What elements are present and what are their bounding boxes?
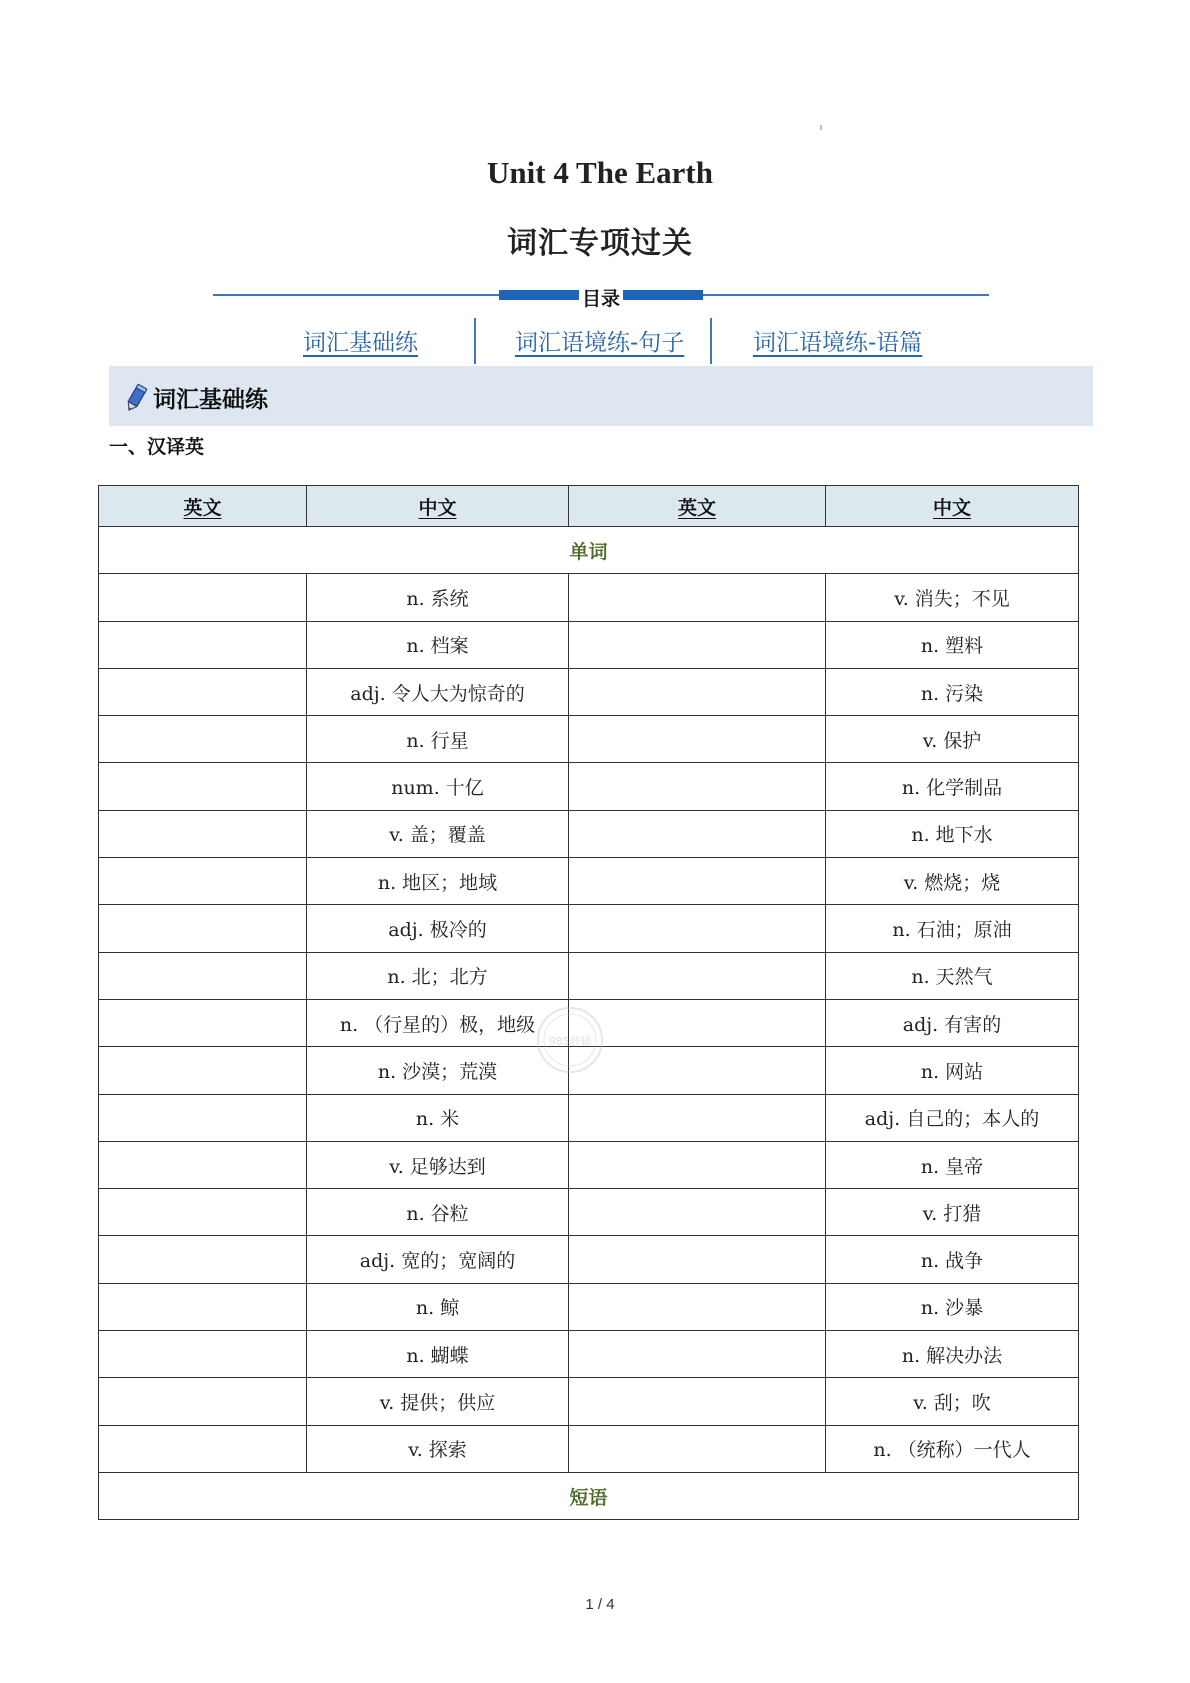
english-answer-cell[interactable]	[99, 999, 307, 1046]
table-row	[99, 905, 1079, 952]
header-chinese: 中文	[307, 486, 569, 527]
english-answer-cell[interactable]	[99, 1094, 307, 1141]
chinese-prompt-cell: n. 沙暴	[826, 1283, 1079, 1330]
english-answer-cell[interactable]	[569, 1094, 826, 1141]
chinese-prompt-cell: n. （行星的）极，地级	[307, 999, 569, 1046]
english-answer-cell[interactable]	[569, 905, 826, 952]
english-answer-cell[interactable]	[569, 810, 826, 857]
chinese-prompt-cell: n. 蝴蝶	[307, 1331, 569, 1378]
english-answer-cell[interactable]	[569, 858, 826, 905]
english-answer-cell[interactable]	[99, 574, 307, 621]
english-answer-cell[interactable]	[569, 1236, 826, 1283]
chinese-prompt-cell: n. （统称）一代人	[826, 1425, 1079, 1472]
english-answer-cell[interactable]	[569, 668, 826, 715]
chinese-prompt-cell: num. 十亿	[307, 763, 569, 810]
chinese-prompt-cell: v. 打猎	[826, 1189, 1079, 1236]
english-answer-cell[interactable]	[99, 1378, 307, 1425]
section-header	[109, 366, 1093, 426]
chinese-prompt-cell: n. 档案	[307, 621, 569, 668]
chinese-prompt-cell: n. 化学制品	[826, 763, 1079, 810]
english-answer-cell[interactable]	[99, 1236, 307, 1283]
header-mark	[820, 125, 822, 130]
section-title: 词汇基础练	[153, 387, 268, 413]
english-answer-cell[interactable]	[99, 1189, 307, 1236]
english-answer-cell[interactable]	[99, 810, 307, 857]
english-answer-cell[interactable]	[99, 1141, 307, 1188]
group-label-phrases: 短语	[99, 1472, 1079, 1519]
table-row	[99, 858, 1079, 905]
chinese-prompt-cell: n. 解决办法	[826, 1331, 1079, 1378]
chinese-prompt-cell: adj. 自己的；本人的	[826, 1094, 1079, 1141]
toc-separator	[710, 318, 712, 364]
document-title: Unit 4 The Earth	[487, 155, 713, 190]
chinese-prompt-cell: n. 沙漠；荒漠	[307, 1047, 569, 1094]
vocabulary-table	[98, 485, 1079, 1520]
chinese-prompt-cell: n. 谷粒	[307, 1189, 569, 1236]
table-row	[99, 716, 1079, 763]
english-answer-cell[interactable]	[569, 999, 826, 1046]
table-row	[99, 621, 1079, 668]
chinese-prompt-cell: v. 足够达到	[307, 1141, 569, 1188]
english-answer-cell[interactable]	[99, 1425, 307, 1472]
toc-link-passage[interactable]: 词汇语境练-语篇	[753, 330, 923, 356]
english-answer-cell[interactable]	[99, 1331, 307, 1378]
english-answer-cell[interactable]	[569, 1283, 826, 1330]
english-answer-cell[interactable]	[569, 763, 826, 810]
table-row	[99, 1141, 1079, 1188]
toc-rule-left	[213, 294, 499, 296]
page-number: 1 / 4	[585, 1596, 615, 1613]
english-answer-cell[interactable]	[569, 574, 826, 621]
toc-link-basic[interactable]: 词汇基础练	[303, 330, 418, 356]
chinese-prompt-cell: n. 地下水	[826, 810, 1079, 857]
english-answer-cell[interactable]	[99, 716, 307, 763]
chinese-prompt-cell: adj. 宽的；宽阔的	[307, 1236, 569, 1283]
english-answer-cell[interactable]	[99, 668, 307, 715]
chinese-prompt-cell: n. 米	[307, 1094, 569, 1141]
english-answer-cell[interactable]	[99, 621, 307, 668]
table-row	[99, 574, 1079, 621]
chinese-prompt-cell: n. 塑料	[826, 621, 1079, 668]
chinese-prompt-cell: adj. 有害的	[826, 999, 1079, 1046]
english-answer-cell[interactable]	[569, 716, 826, 763]
pencil-icon	[124, 383, 146, 413]
stamp-watermark-icon	[535, 1005, 605, 1075]
table-row	[99, 810, 1079, 857]
english-answer-cell[interactable]	[99, 1047, 307, 1094]
chinese-prompt-cell: v. 刮；吹	[826, 1378, 1079, 1425]
group-row-words	[99, 527, 1079, 574]
table-row	[99, 668, 1079, 715]
toc-block-right	[623, 290, 703, 300]
chinese-prompt-cell: n. 北；北方	[307, 952, 569, 999]
toc-separator	[474, 318, 476, 364]
chinese-prompt-cell: v. 提供；供应	[307, 1378, 569, 1425]
english-answer-cell[interactable]	[99, 763, 307, 810]
chinese-prompt-cell: n. 石油；原油	[826, 905, 1079, 952]
table-row	[99, 952, 1079, 999]
chinese-prompt-cell: n. 天然气	[826, 952, 1079, 999]
table-row	[99, 763, 1079, 810]
english-answer-cell[interactable]	[99, 858, 307, 905]
toc-block-left	[499, 290, 579, 300]
chinese-prompt-cell: n. 污染	[826, 668, 1079, 715]
table-row	[99, 1236, 1079, 1283]
table-row	[99, 1189, 1079, 1236]
header-english: 英文	[99, 486, 307, 527]
english-answer-cell[interactable]	[569, 1141, 826, 1188]
english-answer-cell[interactable]	[569, 1047, 826, 1094]
document-subtitle: 词汇专项过关	[507, 226, 693, 261]
toc-heading-bar	[213, 285, 989, 310]
english-answer-cell[interactable]	[99, 952, 307, 999]
header-english: 英文	[569, 486, 826, 527]
header-chinese: 中文	[826, 486, 1079, 527]
table-header-row	[99, 486, 1079, 527]
toc-rule-right	[703, 294, 989, 296]
table-row	[99, 1331, 1079, 1378]
english-answer-cell[interactable]	[569, 1189, 826, 1236]
english-answer-cell[interactable]	[569, 1425, 826, 1472]
english-answer-cell[interactable]	[99, 1283, 307, 1330]
english-answer-cell[interactable]	[99, 905, 307, 952]
table-row	[99, 1283, 1079, 1330]
table-row	[99, 1094, 1079, 1141]
chinese-prompt-cell: n. 战争	[826, 1236, 1079, 1283]
group-row-phrases	[99, 1472, 1079, 1519]
chinese-prompt-cell: v. 探索	[307, 1425, 569, 1472]
part-title: 一、汉译英	[109, 436, 205, 458]
chinese-prompt-cell: n. 行星	[307, 716, 569, 763]
english-answer-cell[interactable]	[569, 952, 826, 999]
chinese-prompt-cell: v. 盖；覆盖	[307, 810, 569, 857]
chinese-prompt-cell: adj. 令人大为惊奇的	[307, 668, 569, 715]
watermark-text: 985教辅	[548, 1035, 592, 1048]
table-row	[99, 1425, 1079, 1472]
chinese-prompt-cell: n. 皇帝	[826, 1141, 1079, 1188]
chinese-prompt-cell: n. 鲸	[307, 1283, 569, 1330]
toc-label: 目录	[581, 288, 620, 310]
group-label-words: 单词	[99, 527, 1079, 574]
toc-link-sentence[interactable]: 词汇语境练-句子	[515, 330, 685, 356]
chinese-prompt-cell: v. 保护	[826, 716, 1079, 763]
chinese-prompt-cell: adj. 极冷的	[307, 905, 569, 952]
english-answer-cell[interactable]	[569, 1331, 826, 1378]
chinese-prompt-cell: n. 地区；地域	[307, 858, 569, 905]
chinese-prompt-cell: v. 燃烧；烧	[826, 858, 1079, 905]
english-answer-cell[interactable]	[569, 1378, 826, 1425]
chinese-prompt-cell: v. 消失；不见	[826, 574, 1079, 621]
toc-links	[260, 318, 960, 364]
english-answer-cell[interactable]	[569, 621, 826, 668]
chinese-prompt-cell: n. 网站	[826, 1047, 1079, 1094]
chinese-prompt-cell: n. 系统	[307, 574, 569, 621]
table-row	[99, 1378, 1079, 1425]
